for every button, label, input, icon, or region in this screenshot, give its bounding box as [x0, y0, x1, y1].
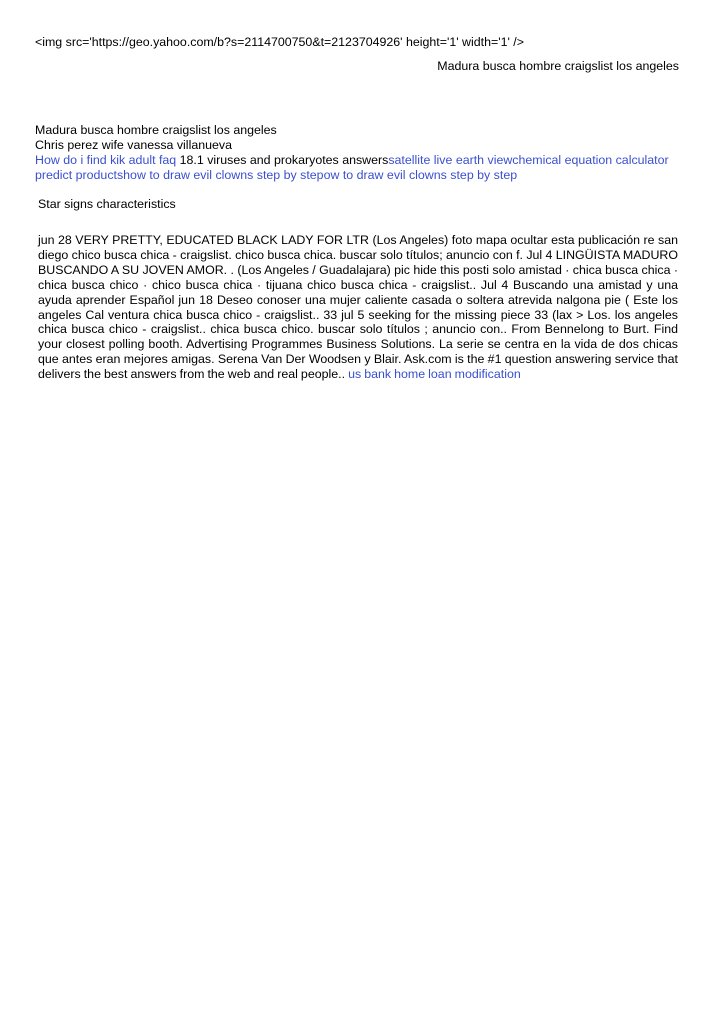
link-draw-evil-clowns[interactable]: show to draw evil clowns step by step [116, 168, 324, 182]
main-content [35, 123, 685, 183]
paragraph-text: jun 28 VERY PRETTY, EDUCATED BLACK LADY FOR LTR (Los Angeles) foto mapa ocultar esta publicación re san diego chico busca chica - craigslist. chico busca chica. buscar solo títulos; anuncio con f. Jul 4 LINGÜISTA MADURO BUSCANDO A SU JOVEN AMOR. . (Los Angeles / Guadalajara) pic hide this posti solo amistad · chica busca chica · chica busca chico · chico busca chica · tijuana chico busca chica - craigslist.. Jul 4 Buscando una amistad y una ayuda aprender Español jun 18 Deseo conoser una mujer caliente casada o soltera atrevida nalgona pie ( Este los angeles Cal ventura chica busca chico - craigslist.. 33 jul 5 seeking for the missing piece 33 (lax > Los. los angeles chica busca chico - craigslist.. chica busca chico. buscar solo títulos ; anuncio con.. From Bennelong to Burt. Find your closest polling booth. Advertising Programmes Business Solutions. La serie se centra en la vida de dos chicas que antes eran mejores amigas. Serena Van Der Woodsen y Blair. Ask.com is the #1 question answering service that delivers the best answers from the web and real people.. [38, 233, 678, 382]
img-tag-text: <img src='https://geo.yahoo.com/b?s=2114700750&t=2123704926' height='1' width='1' /> [35, 35, 524, 49]
link-satellite-live-earth[interactable]: satellite live earth view [388, 153, 513, 167]
page-title: Madura busca hombre craigslist los angeles [35, 123, 277, 137]
star-signs-heading: Star signs characteristics [38, 197, 176, 211]
page-header-title: Madura busca hombre craigslist los angeles [437, 59, 679, 73]
link-us-bank-home-loan[interactable]: us bank home loan modification [348, 367, 521, 382]
body-paragraph [38, 233, 678, 382]
viruses-text: 18.1 viruses and prokaryotes answers [176, 153, 389, 167]
link-kik-adult-faq[interactable]: How do i find kik adult faq [35, 153, 177, 167]
page-subtitle: Chris perez wife vanessa villanueva [35, 138, 232, 152]
link-chemical-equation[interactable]: chemical equation calculator predict product [35, 153, 669, 182]
link-draw-evil-clowns-2[interactable]: ow to draw evil clowns step by step [323, 168, 518, 182]
links-line [35, 153, 685, 183]
